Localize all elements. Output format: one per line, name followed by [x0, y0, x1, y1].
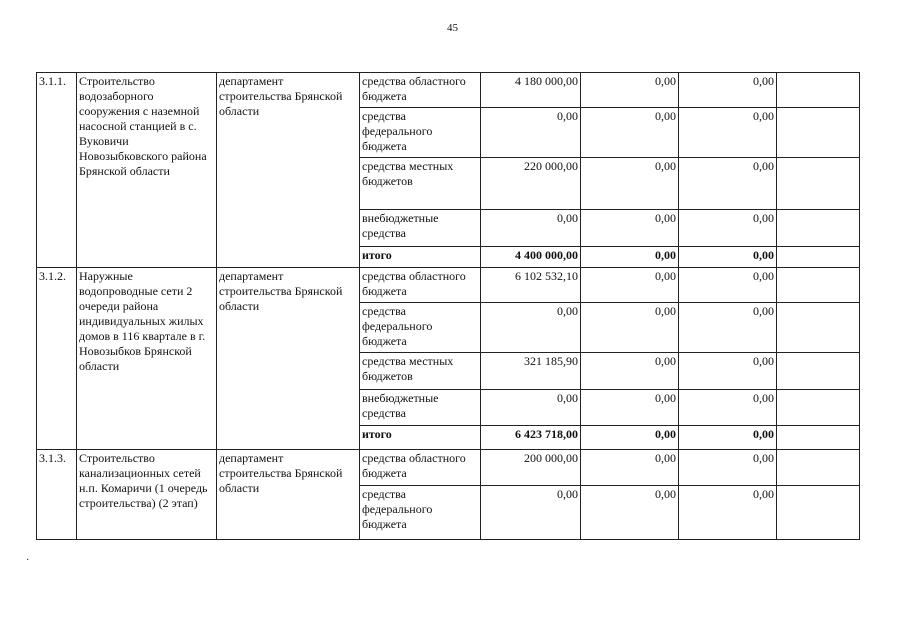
amount-cell: 0,00	[679, 353, 777, 390]
source-label: средства федерального бюджета	[360, 108, 481, 158]
row-department: департамент строительства Брянской области	[217, 450, 360, 540]
source-label: средства областного бюджета	[360, 450, 481, 486]
source-label: средства областного бюджета	[360, 73, 481, 108]
empty-cell	[777, 450, 860, 486]
empty-cell	[777, 486, 860, 540]
amount-cell: 0,00	[679, 450, 777, 486]
amount-cell: 0,00	[481, 303, 581, 353]
total-label: итого	[360, 426, 481, 450]
amount-cell: 0,00	[679, 108, 777, 158]
amount-cell: 0,00	[679, 73, 777, 108]
amount-cell: 0,00	[581, 73, 679, 108]
table-row	[37, 268, 860, 303]
amount-cell: 0,00	[581, 158, 679, 210]
amount-cell: 0,00	[481, 486, 581, 540]
table-row	[37, 450, 860, 486]
amount-cell: 0,00	[581, 486, 679, 540]
row-name: Строительство канализационных сетей н.п. Комаричи (1 очередь строительства) (2 этап)	[77, 450, 217, 540]
row-department: департамент строительства Брянской области	[217, 73, 360, 268]
empty-cell	[777, 108, 860, 158]
amount-cell: 0,00	[679, 210, 777, 247]
source-label: средства федерального бюджета	[360, 303, 481, 353]
amount-cell: 220 000,00	[481, 158, 581, 210]
total-label: итого	[360, 247, 481, 268]
source-label: внебюджетные средства	[360, 210, 481, 247]
empty-cell	[777, 158, 860, 210]
empty-cell	[777, 268, 860, 303]
row-code: 3.1.2.	[37, 268, 77, 450]
amount-cell: 4 180 000,00	[481, 73, 581, 108]
source-label: средства местных бюджетов	[360, 158, 481, 210]
amount-cell: 0,00	[581, 268, 679, 303]
row-name: Строительство водозаборного сооружения с наземной насосной станцией в с. Вуковичи Новозыбковского района Брянской области	[77, 73, 217, 268]
amount-cell: 321 185,90	[481, 353, 581, 390]
amount-cell: 0,00	[581, 210, 679, 247]
empty-cell	[777, 210, 860, 247]
total-amount: 0,00	[581, 247, 679, 268]
amount-cell: 0,00	[581, 353, 679, 390]
source-label: средства областного бюджета	[360, 268, 481, 303]
total-amount: 0,00	[679, 426, 777, 450]
row-code: 3.1.3.	[37, 450, 77, 540]
stray-dot: ·	[26, 555, 30, 566]
empty-cell	[777, 426, 860, 450]
row-department: департамент строительства Брянской области	[217, 268, 360, 450]
amount-cell: 0,00	[481, 390, 581, 426]
amount-cell: 0,00	[481, 108, 581, 158]
total-amount: 0,00	[581, 426, 679, 450]
amount-cell: 6 102 532,10	[481, 268, 581, 303]
empty-cell	[777, 303, 860, 353]
amount-cell: 0,00	[679, 390, 777, 426]
page-number: 45	[447, 22, 458, 34]
empty-cell	[777, 390, 860, 426]
total-amount: 4 400 000,00	[481, 247, 581, 268]
amount-cell: 0,00	[679, 303, 777, 353]
empty-cell	[777, 353, 860, 390]
table-row	[37, 73, 860, 108]
amount-cell: 0,00	[679, 486, 777, 540]
amount-cell: 0,00	[481, 210, 581, 247]
budget-table	[36, 72, 860, 540]
source-label: средства местных бюджетов	[360, 353, 481, 390]
total-amount: 6 423 718,00	[481, 426, 581, 450]
amount-cell: 0,00	[679, 158, 777, 210]
amount-cell: 0,00	[581, 108, 679, 158]
source-label: средства федерального бюджета	[360, 486, 481, 540]
amount-cell: 0,00	[581, 450, 679, 486]
row-code: 3.1.1.	[37, 73, 77, 268]
amount-cell: 0,00	[581, 303, 679, 353]
total-amount: 0,00	[679, 247, 777, 268]
amount-cell: 200 000,00	[481, 450, 581, 486]
amount-cell: 0,00	[581, 390, 679, 426]
empty-cell	[777, 247, 860, 268]
source-label: внебюджетные средства	[360, 390, 481, 426]
empty-cell	[777, 73, 860, 108]
row-name: Наружные водопроводные сети 2 очереди района индивидуальных жилых домов в 116 квартале в г. Новозыбков Брянской области	[77, 268, 217, 450]
amount-cell: 0,00	[679, 268, 777, 303]
